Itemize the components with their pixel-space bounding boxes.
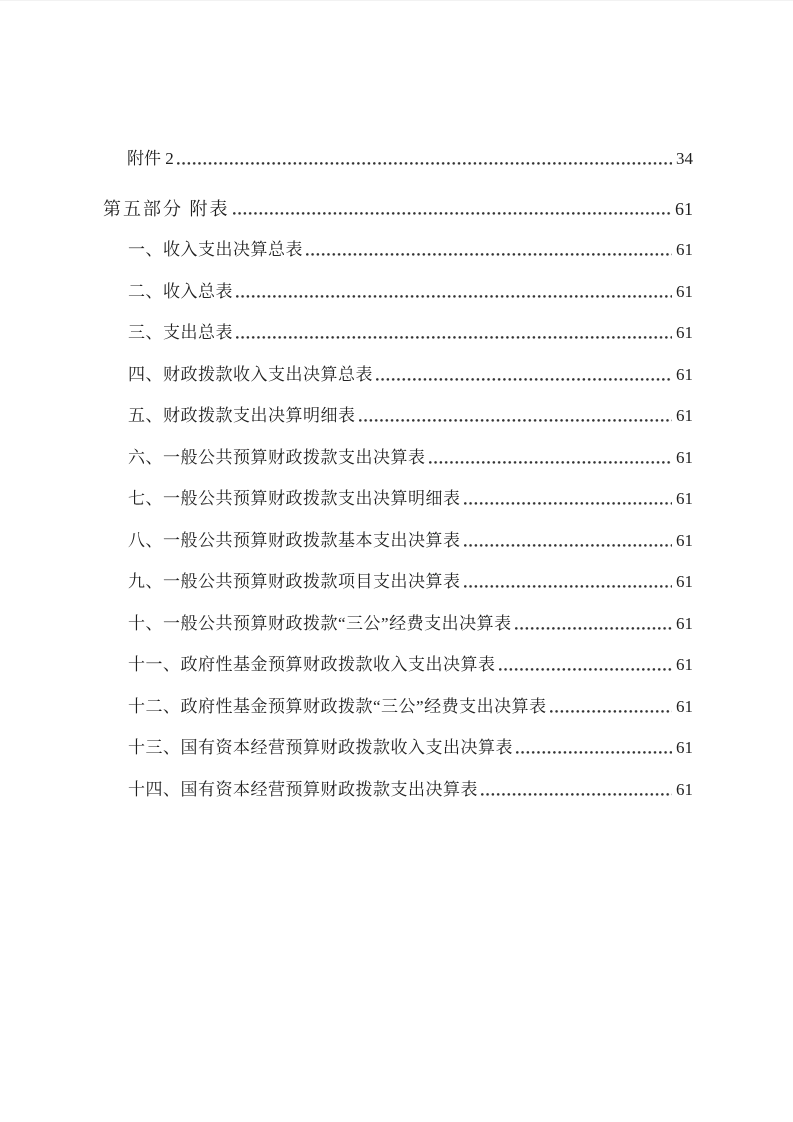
toc-entry-page: 61 <box>676 613 693 633</box>
toc-entry-label: 十一、政府性基金预算财政拨款收入支出决算表 <box>128 655 496 674</box>
toc-entry-table-13[interactable] <box>103 739 693 757</box>
toc-entry-table-6[interactable] <box>103 449 693 467</box>
toc-entry-table-7[interactable] <box>103 490 693 508</box>
toc-entry-label: 八、一般公共预算财政拨款基本支出决算表 <box>128 530 461 550</box>
toc-entry-table-11[interactable] <box>103 656 693 674</box>
toc-entry-page: 61 <box>676 240 693 259</box>
toc-dot-leader <box>177 162 672 165</box>
toc-entry-label: 二、收入总表 <box>128 281 233 301</box>
toc-dot-leader <box>464 544 673 547</box>
toc-entry-label: 六、一般公共预算财政拨款支出决算表 <box>128 447 426 467</box>
toc-dot-leader <box>550 710 672 713</box>
toc-entry-page: 61 <box>676 696 693 716</box>
toc-dot-leader <box>464 585 673 588</box>
table-of-contents <box>103 150 693 822</box>
toc-dot-leader <box>429 461 673 464</box>
toc-entry-page: 61 <box>676 530 693 550</box>
toc-entry-label: 一、收入支出决算总表 <box>128 240 303 259</box>
toc-entry-page: 61 <box>675 199 693 219</box>
toc-entry-page: 61 <box>676 406 693 425</box>
toc-entry-attachment-2[interactable] <box>103 150 693 168</box>
toc-dot-leader <box>233 212 672 215</box>
toc-entry-table-14[interactable] <box>103 781 693 799</box>
toc-entry-page: 61 <box>676 281 693 301</box>
toc-entry-label: 附件 2 <box>127 149 174 168</box>
toc-entry-label: 九、一般公共预算财政拨款项目支出决算表 <box>128 572 461 591</box>
toc-entry-table-3[interactable] <box>103 324 693 342</box>
toc-entry-label: 第五部分 附表 <box>103 199 230 219</box>
toc-entry-label: 十四、国有资本经营预算财政拨款支出决算表 <box>128 779 478 799</box>
toc-entry-page: 61 <box>676 447 693 467</box>
toc-entry-table-12[interactable] <box>103 698 693 716</box>
toc-entry-label: 七、一般公共预算财政拨款支出决算明细表 <box>128 489 461 508</box>
toc-dot-leader <box>306 253 672 256</box>
toc-dot-leader <box>481 793 672 796</box>
toc-entry-page: 34 <box>676 149 693 168</box>
toc-dot-leader <box>236 336 672 339</box>
toc-entry-table-5[interactable] <box>103 407 693 425</box>
toc-entry-label: 十三、国有资本经营预算财政拨款收入支出决算表 <box>128 738 513 757</box>
toc-dot-leader <box>499 668 673 671</box>
toc-entry-label: 十、一般公共预算财政拨款“三公”经费支出决算表 <box>128 613 512 633</box>
toc-dot-leader <box>464 502 673 505</box>
toc-entry-table-10[interactable] <box>103 615 693 633</box>
toc-entry-label: 四、财政拨款收入支出决算总表 <box>128 364 373 384</box>
toc-entry-table-2[interactable] <box>103 283 693 301</box>
toc-entry-part-5[interactable] <box>103 200 693 218</box>
toc-entry-page: 61 <box>676 655 693 674</box>
toc-dot-leader <box>515 627 672 630</box>
toc-entry-page: 61 <box>676 323 693 342</box>
toc-entry-label: 五、财政拨款支出决算明细表 <box>128 406 356 425</box>
toc-entry-page: 61 <box>676 489 693 508</box>
toc-entry-page: 61 <box>676 779 693 799</box>
toc-dot-leader <box>359 419 673 422</box>
toc-entry-table-1[interactable] <box>103 241 693 259</box>
toc-entry-label: 十二、政府性基金预算财政拨款“三公”经费支出决算表 <box>128 696 547 716</box>
toc-entry-page: 61 <box>676 738 693 757</box>
toc-dot-leader <box>236 295 672 298</box>
toc-dot-leader <box>376 378 672 381</box>
toc-dot-leader <box>516 751 672 754</box>
toc-entry-table-4[interactable] <box>103 366 693 384</box>
toc-entry-table-9[interactable] <box>103 573 693 591</box>
toc-entry-page: 61 <box>676 364 693 384</box>
toc-entry-table-8[interactable] <box>103 532 693 550</box>
toc-entry-page: 61 <box>676 572 693 591</box>
toc-entry-label: 三、支出总表 <box>128 323 233 342</box>
